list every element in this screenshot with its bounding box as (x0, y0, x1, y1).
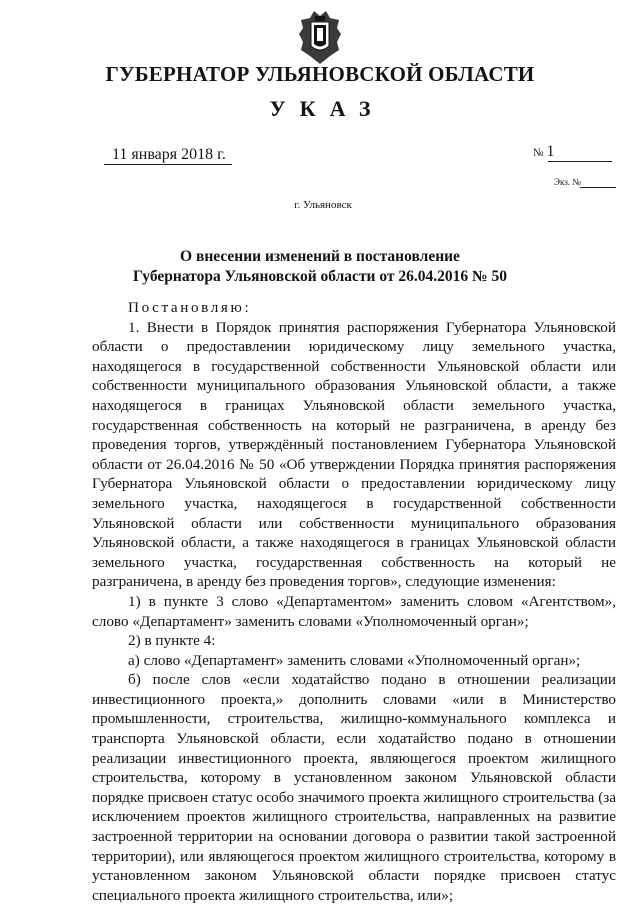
title-line-2: Губернатора Ульяновской области от 26.04.2016 № 50 (133, 268, 507, 285)
number-label: № (533, 147, 544, 159)
document-title (0, 247, 640, 287)
number-value: 1 (546, 143, 555, 160)
title-line-1: О внесении изменений в постановление (180, 248, 460, 265)
number-underline (548, 161, 612, 162)
date-underline (104, 164, 232, 165)
document-body (92, 298, 616, 905)
copy-number-label: Экз. № (554, 177, 581, 187)
document-type: УКАЗ (269, 96, 385, 121)
document-date: 11 января 2018 г. (112, 146, 226, 163)
city: г. Ульяновск (294, 199, 352, 211)
coat-of-arms-icon (297, 8, 343, 66)
issuing-authority: ГУБЕРНАТОР УЛЬЯНОВСКОЙ ОБЛАСТИ (105, 62, 535, 86)
decree-word: Постановляю: (128, 299, 252, 316)
paragraph-1: 1. Внести в Порядок принятия распоряжения Губернатора Ульяновской области о предоставлении юридическому лицу земельного участка, находящегося в государственной собственности Ульяновской области или собственности муниципального образования Ульяновской области, а также находящегося в границах Ульяновской области земельного участка, государственная собственность на который не разграничена, в аренду без проведения торгов, утверждённый постановлением Губернатора Ульяновской области от 26.04.2016 № 50 «Об утверждении Порядка принятия распоряжения Губернатора Ульяновской области о предоставлении юридическому лицу земельного участка, находящегося в государственной собственности Ульяновской области или собственности муниципального образования Ульяновской области, а также находящегося в границах Ульяновской области земельного участка, государственная собственность на который не разграничена, в аренду без проведения торгов», следующие изменения: (92, 318, 616, 591)
paragraph-4: а) слово «Департамент» заменить словами «Уполномоченный орган»; (128, 651, 581, 669)
paragraph-5: б) после слов «если ходатайство подано в отношении реализации инвестиционного проекта,» дополнить словами «или в Министерство промышленности, строительства, жилищно-коммунального комплекса и транспорта Ульяновской области, если ходатайство подано в отношении реализации инвестиционного проекта, являющегося проектом жилищного строительства, которому в установленном законом Ульяновской области порядке присвоен статус особо значимого проекта жилищного строительства (за исключением проектов жилищного строительства, направленных на развитие застроенной территории на основании договора о развитии такой застроенной территории), или являющегося проектом жилищного строительства, которому в установленном законом Ульяновской области порядке присвоен статус специального проекта жилищного строительства, или»; (92, 671, 616, 904)
copy-number-underline (580, 187, 616, 188)
paragraph-2: 1) в пункте 3 слово «Департаментом» заменить словом «Агентством», слово «Департамент» заменить словами «Уполномоченный орган»; (92, 592, 616, 630)
document-number (533, 143, 555, 161)
paragraph-3: 2) в пункте 4: (128, 632, 216, 650)
